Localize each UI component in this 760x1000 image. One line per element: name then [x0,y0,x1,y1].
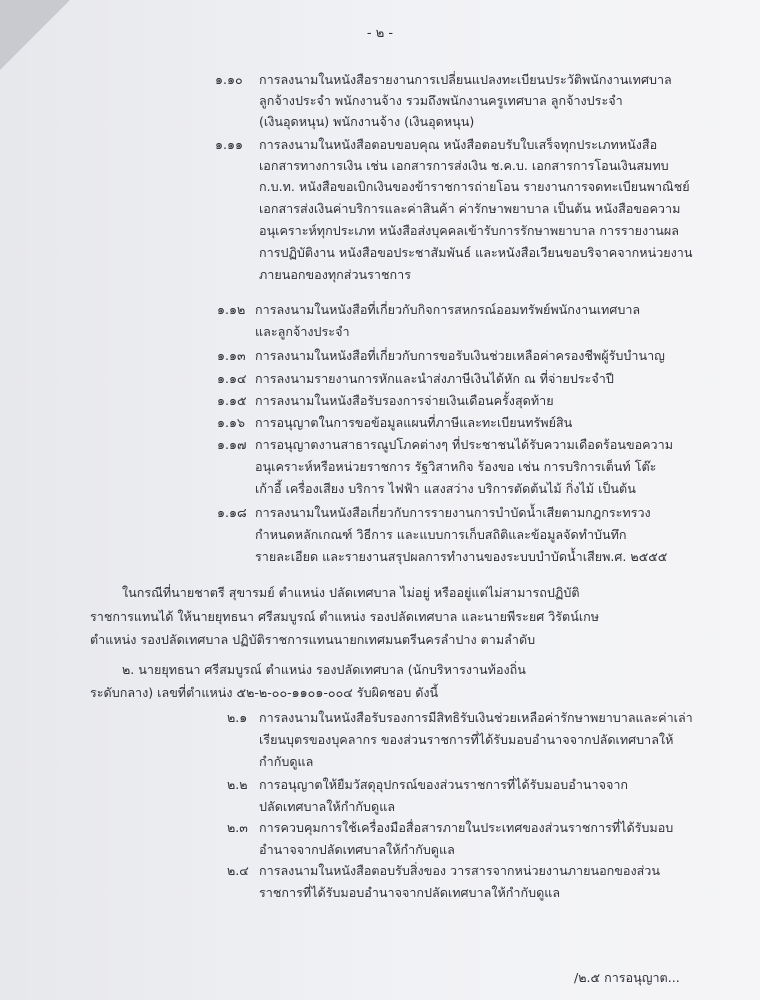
item-line: และลูกจ้างประจำ [255,324,350,339]
continuation-note: /๒.๕ การอนุญาต... [574,970,680,985]
item-line: การลงนามในหนังสือเกี่ยวกับการรายงานการบำบัดน้ำเสียตามกฎกระทรวง [255,505,651,520]
page-number: - ๒ - [366,26,394,41]
item-number: ๒.๓ [227,820,248,835]
paragraph-line: ในกรณีที่นายชาตรี สุขารมย์ ตำแหน่ง ปลัดเทศบาล ไม่อยู่ หรืออยู่แต่ไม่สามารถปฏิบัติ [122,585,580,600]
item-line: การลงนามรายงานการหักและนำส่งภาษีเงินได้หัก ณ ที่จ่ายประจำปี [255,371,614,386]
item-line: ปลัดเทศบาลให้กำกับดูแล [259,799,396,814]
item-line: (เงินอุดหนุน) พนักงานจ้าง (เงินอุดหนุน) [259,114,475,129]
item-number: ๒.๔ [227,863,249,878]
item-line: กำหนดหลักเกณฑ์ วิธีการ และแบบการเก็บสถิติและข้อมูลจัดทำบันทึก [255,527,627,542]
paragraph-line: ราชการแทนได้ ให้นายยุทธนา ศรีสมบูรณ์ ตำแหน่ง รองปลัดเทศบาล และนายพีระยศ วิรัตน์เกษ [90,609,600,624]
item-line: ภายนอกของทุกส่วนราชการ [259,267,412,282]
paragraph-line: ระดับกลาง) เลขที่ตำแหน่ง ๕๒-๒-๐๐-๑๑๐๑-๐๐๔ รับผิดชอบ ดังนี้ [90,685,439,700]
item-line: การอนุญาตในการขอข้อมูลแผนที่ภาษีและทะเบียนทรัพย์สิน [255,415,573,430]
item-line: การลงนามในหนังสือรับรองการจ่ายเงินเดือนครั้งสุดท้าย [255,393,554,408]
item-line: การอนุญาตให้ยืมวัสดุอุปกรณ์ของส่วนราชการที่ได้รับมอบอำนาจจาก [259,777,629,792]
item-line: ก.บ.ท. หนังสือขอเบิกเงินของข้าราชการถ่ายโอน รายงานการจดทะเบียนพาณิชย์ [259,179,690,194]
item-line: รายละเอียด และรายงานสรุปผลการทำงานของระบบบำบัดน้ำเสียพ.ศ. ๒๕๕๕ [255,549,668,564]
item-number: ๑.๑๓ [217,348,246,363]
paragraph-line: ๒. นายยุทธนา ศรีสมบูรณ์ ตำแหน่ง รองปลัดเทศบาล (นักบริหารงานท้องถิ่น [122,662,526,677]
item-line: ลูกจ้างประจำ พนักงานจ้าง รวมถึงพนักงานครูเทศบาล ลูกจ้างประจำ [259,93,623,108]
item-line: การลงนามในหนังสือรับรองการมีสิทธิรับเงินช่วยเหลือค่ารักษาพยาบาลและค่าเล่า [259,710,693,725]
item-number: ๑.๑๐ [215,72,243,87]
item-line: ราชการที่ได้รับมอบอำนาจจากปลัดเทศบาลให้กำกับดูแล [259,885,561,900]
item-number: ๒.๑ [227,710,248,725]
item-number: ๑.๑๑ [215,137,243,152]
item-line: การลงนามในหนังสือที่เกี่ยวกับกิจการสหกรณ์ออมทรัพย์พนักงานเทศบาล [255,302,641,317]
item-line: การลงนามในหนังสือที่เกี่ยวกับการขอรับเงินช่วยเหลือค่าครองชีพผู้รับบำนาญ [255,348,665,363]
item-line: อนุเคราะห์หรือหน่วยราชการ รัฐวิสาหกิจ ร้องขอ เช่น การบริการเต็นท์ โต๊ะ [255,459,657,474]
item-number: ๑.๑๔ [217,371,247,386]
item-line: อำนาจจากปลัดเทศบาลให้กำกับดูแล [259,842,455,857]
item-line: การอนุญาตงานสาธารณูปโภคต่างๆ ที่ประชาชนได้รับความเดือดร้อนขอความ [255,437,674,452]
paragraph-line: ตำแหน่ง รองปลัดเทศบาล ปฏิบัติราชการแทนนายกเทศมนตรีนครลำปาง ตามลำดับ [90,632,536,647]
item-line: เก้าอี้ เครื่องเสียง บริการ ไฟฟ้า แสงสว่าง บริการตัดต้นไม้ กิ่งไม้ เป็นต้น [255,481,636,496]
item-line: เรียนบุตรของบุคลากร ของส่วนราชการที่ได้รับมอบอำนาจจากปลัดเทศบาลให้ [259,732,674,747]
item-number: ๑.๑๗ [217,437,247,452]
item-number: ๒.๒ [227,777,248,792]
item-line: การลงนามในหนังสือตอบรับสิ่งของ วารสารจากหน่วยงานภายนอกของส่วน [259,863,660,878]
item-line: เอกสารส่งเงินค่าบริการและค่าสินค้า ค่ารักษาพยาบาล เป็นต้น หนังสือขอความ [259,201,681,216]
item-line: การปฏิบัติงาน หนังสือขอประชาสัมพันธ์ และหนังสือเวียนขอบริจาคจากหน่วยงาน [259,245,693,260]
item-number: ๑.๑๘ [217,505,247,520]
item-line: เอกสารทางการเงิน เช่น เอกสารการส่งเงิน ช.ค.บ. เอกสารการโอนเงินสมทบ [259,158,669,173]
item-number: ๑.๑๕ [217,393,247,408]
item-number: ๑.๑๒ [217,302,246,317]
item-line: อนุเคราะห์ทุกประเภท หนังสือส่งบุคคลเข้ารับการรักษาพยาบาล การรายงานผล [259,223,679,238]
item-line: การลงนามในหนังสือรายงานการเปลี่ยนแปลงทะเบียนประวัติพนักงานเทศบาล [259,72,672,87]
item-line: การลงนามในหนังสือตอบขอบคุณ หนังสือตอบรับใบเสร็จทุกประเภทหนังสือ [259,137,658,152]
item-line: กำกับดูแล [259,754,314,769]
item-number: ๑.๑๖ [217,415,245,430]
item-line: การควบคุมการใช้เครื่องมือสื่อสารภายในประเทศของส่วนราชการที่ได้รับมอบ [259,820,674,835]
